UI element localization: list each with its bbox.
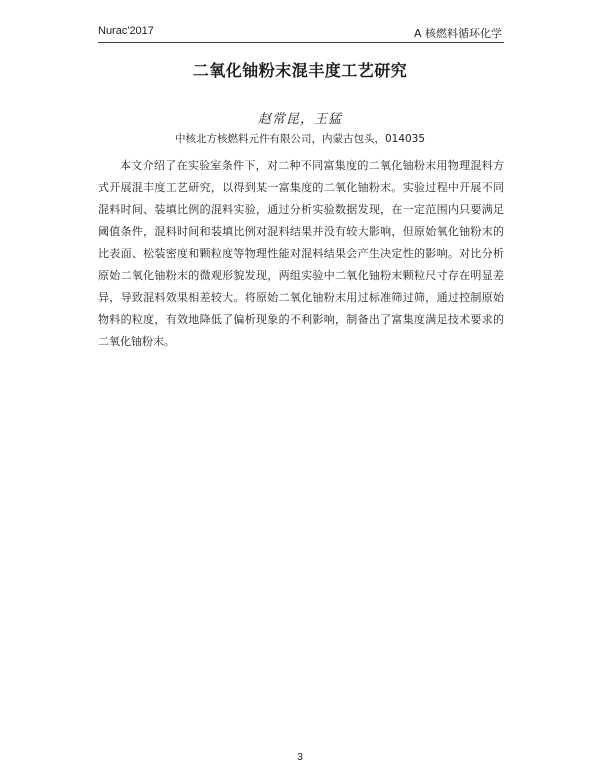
section-name: A 核燃料循环化学 xyxy=(413,27,502,40)
abstract-paragraph: 本文介绍了在实验室条件下，对二种不同富集度的二氧化铀粉末用物理混料方式开展混丰度工艺研究，以得到某一富集度的二氧化铀粉末。实验过程中开展不同混料时间、装填比例的混料实验，通过分析实验数据发现，在一定范围内只要满足阈值条件，混料时间和装填比例对混料结果并没有较大影响，但原始氧化铀粉末的比表面、松装密度和颗粒度等物理性能对混料结果会产生决定性的影响。对比分析原始二氧化铀粉末的微观形貌发现，两组实验中二氧化铀粉末颗粒尺寸存在明显差异，导致混料效果相差较大。将原始二氧化铀粉末用过标准筛过筛，通过控制原始物料的粒度，有效地降低了偏析现象的不利影响，制备出了富集度满足技术要求的二氧化铀粉末。 xyxy=(98,159,504,348)
paper-title: 二氧化铀粉末混丰度工艺研究 xyxy=(192,61,408,80)
paper-authors: 赵常昆，王猛 xyxy=(257,112,342,127)
conference-name: Nurac'2017 xyxy=(98,25,154,37)
running-header xyxy=(98,22,504,43)
page-number: 3 xyxy=(297,752,303,763)
author-affiliation: 中核北方核燃料元件有限公司，内蒙古包头，014035 xyxy=(174,133,426,145)
